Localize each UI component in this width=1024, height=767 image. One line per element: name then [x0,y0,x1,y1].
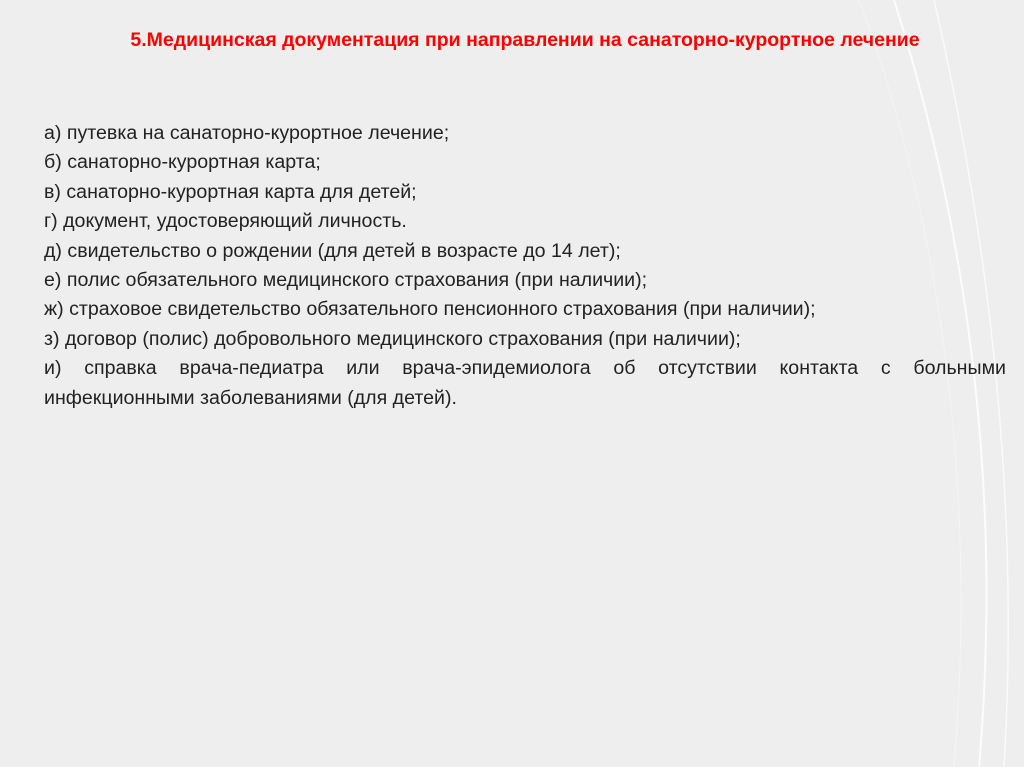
list-item: з) договор (полис) добровольного медицинского страхования (при наличии); [44,327,741,350]
slide-title: 5.Медицинская документация при направлении на санаторно-курортное лечение [130,29,920,51]
list-item: е) полис обязательного медицинского страхования (при наличии); [44,269,648,292]
list-item: ж) страховое свидетельство обязательного пенсионного страхования (при наличии); [44,298,816,321]
list-item: г) документ, удостоверяющий личность. [44,210,407,233]
list-item: а) путевка на санаторно-курортное лечение; [44,122,450,144]
list-item: б) санаторно-курортная карта; [44,151,321,174]
list-item: д) свидетельство о рождении (для детей в возрасте до 14 лет); [44,239,621,262]
document-list [44,119,1006,413]
list-item: и) справка врача-педиатра или врача-эпидемиолога об отсутствии контакта с больными инфекционными заболеваниями (для детей). [44,357,1006,409]
list-item: в) санаторно-курортная карта для детей; [44,180,417,203]
